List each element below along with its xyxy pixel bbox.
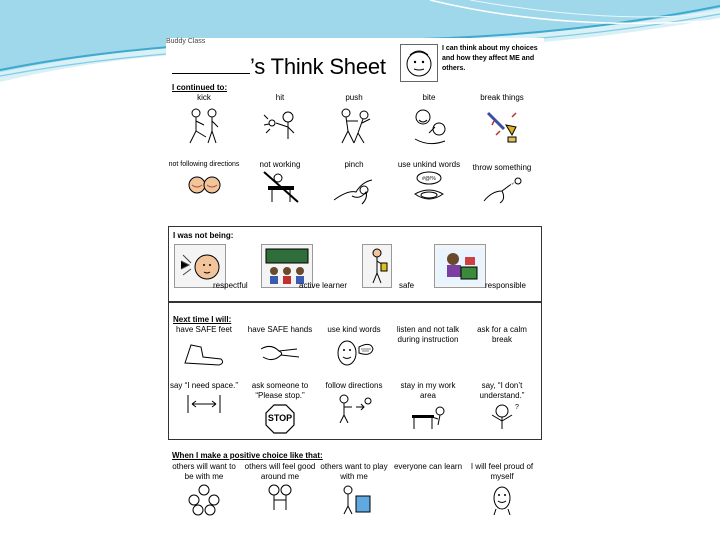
cell-label: follow directions — [325, 381, 383, 390]
next-cell-calm-break — [466, 325, 538, 345]
cell-label: not following directions — [168, 161, 240, 168]
continued-cell-pinch — [318, 160, 390, 208]
next-cell-work-area — [392, 381, 464, 431]
cell-label: ask for a calm break — [477, 325, 527, 344]
safe-hands-icon — [257, 335, 303, 369]
cell-label: everyone can learn — [393, 462, 463, 471]
stop-sign-text: STOP — [267, 413, 293, 423]
kind-words-icon — [331, 335, 377, 369]
positive-cell-everyone-learn — [392, 462, 464, 472]
continued-cell-kick — [168, 93, 240, 147]
thinking-face-icon — [400, 44, 438, 82]
cell-label: say, “I don’t understand.” — [479, 381, 525, 400]
feel-good-icon — [260, 482, 300, 516]
next-cell-listen — [392, 325, 464, 345]
sheet-title — [172, 54, 386, 80]
svg-text:?: ? — [515, 404, 519, 411]
positive-cell-proud — [466, 462, 538, 516]
continued-cell-not-following — [168, 160, 240, 201]
not-being-active-learner: active learner — [299, 281, 348, 290]
throw-icon — [480, 173, 524, 207]
positive-cell-play — [318, 462, 390, 516]
next-cell-safe-hands — [244, 325, 316, 369]
continued-cell-push — [318, 93, 390, 147]
hit-icon — [260, 103, 300, 147]
cell-label: not working — [259, 160, 301, 169]
safe-feet-icon — [181, 335, 227, 369]
continued-cell-bite — [393, 93, 465, 147]
cell-label: stay in my work area — [400, 381, 456, 400]
continued-cell-hit — [244, 93, 316, 147]
proud-icon — [482, 482, 522, 516]
unkind-words-icon — [409, 170, 449, 206]
not-being-label: I was not being: — [173, 231, 234, 240]
cell-label: have SAFE hands — [247, 325, 313, 334]
school-name: Buddy Class — [166, 38, 206, 45]
continued-cell-break-things — [466, 93, 538, 147]
cell-label: throw something — [472, 163, 532, 172]
continued-cell-unkind-words — [393, 160, 465, 206]
cell-label: others will feel good around me — [244, 462, 316, 481]
work-area-icon — [408, 401, 448, 431]
not-following-icon — [184, 169, 224, 201]
play-icon — [334, 482, 374, 516]
title-text: ’s Think Sheet — [250, 54, 386, 79]
think-note: I can think about my choices and how they affect ME and others. — [442, 45, 538, 72]
name-blank — [172, 73, 250, 74]
bite-icon — [409, 103, 449, 147]
stop-sign-icon — [264, 403, 296, 435]
think-sheet — [166, 38, 544, 530]
cell-label: others will want to be with me — [172, 462, 236, 481]
next-time-label: Next time I will: — [173, 315, 232, 324]
be-with-me-icon — [184, 482, 224, 516]
svg-text:#@!%: #@!% — [422, 176, 436, 182]
next-cell-safe-feet — [168, 325, 240, 369]
continued-cell-throw — [466, 160, 538, 207]
cell-label: push — [345, 93, 363, 102]
break-things-icon — [482, 103, 522, 147]
kick-icon — [184, 103, 224, 147]
cell-label: kick — [197, 93, 211, 102]
pinch-icon — [332, 170, 376, 208]
cell-label: pinch — [344, 160, 364, 169]
cell-label: bite — [422, 93, 436, 102]
positive-cell-feel-good — [244, 462, 316, 516]
cell-label: ask someone to “Please stop.” — [251, 381, 309, 400]
follow-directions-icon — [334, 391, 374, 423]
push-icon — [334, 103, 374, 147]
not-being-responsible: responsible — [485, 281, 526, 290]
continued-label: I continued to: — [172, 83, 228, 92]
responsible-icon — [434, 244, 486, 288]
cell-label: hit — [275, 93, 285, 102]
next-cell-follow-directions — [318, 381, 390, 423]
cell-label: say “I need space.” — [169, 381, 239, 390]
next-cell-dont-understand — [466, 381, 538, 431]
dont-understand-icon — [482, 401, 522, 431]
cell-label: have SAFE feet — [175, 325, 233, 334]
not-being-respectful: respectful — [213, 281, 248, 290]
cell-label: use kind words — [327, 325, 381, 334]
cell-label: break things — [480, 93, 524, 102]
next-cell-need-space — [168, 381, 240, 415]
not-being-safe: safe — [399, 281, 415, 290]
next-cell-please-stop — [244, 381, 316, 435]
positive-cell-be-with-me — [168, 462, 240, 516]
not-working-icon — [260, 170, 300, 204]
next-cell-kind-words — [318, 325, 390, 369]
cell-label: use unkind words — [397, 160, 461, 169]
need-space-icon — [184, 391, 224, 415]
cell-label: I will feel proud of myself — [470, 462, 534, 481]
continued-cell-not-working — [244, 160, 316, 204]
cell-label: listen and not talk during instruction — [396, 325, 460, 344]
safe-icon — [362, 244, 392, 288]
cell-label: others want to play with me — [320, 462, 388, 481]
positive-label: When I make a positive choice like that: — [172, 451, 323, 460]
